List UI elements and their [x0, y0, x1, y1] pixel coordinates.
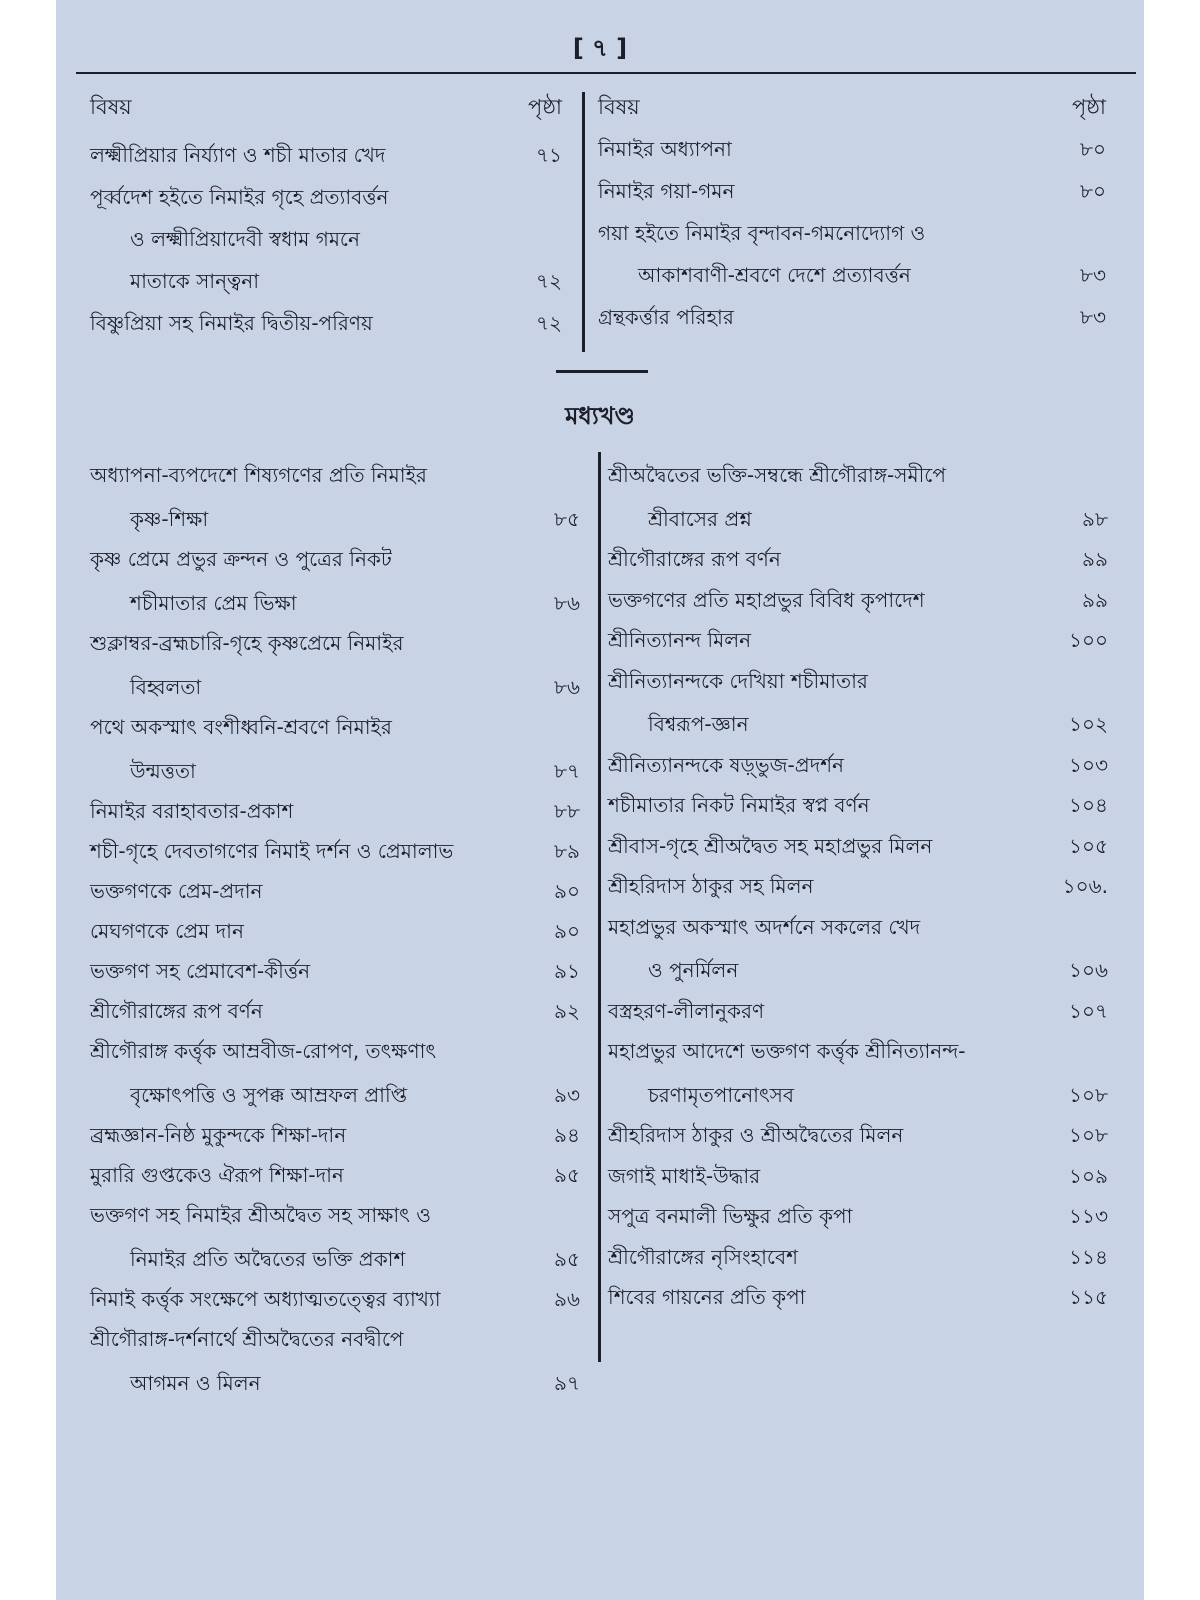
entry-page-number: ৯০ — [554, 919, 580, 943]
entry-page-number: ৮৯ — [554, 839, 580, 863]
toc-entry-continuation — [598, 260, 1106, 290]
entry-title: মেঘগণকে প্রেম দান — [90, 919, 244, 943]
toc-entry-continuation — [90, 504, 580, 534]
toc-entry — [608, 1161, 1108, 1191]
toc-entry — [90, 628, 580, 658]
section-title-madhyakhanda: মধ্যখণ্ড — [565, 402, 635, 430]
entry-title: নিমাই কর্ত্তৃক সংক্ষেপে অধ্যাত্মতত্ত্বের ব্যাখ্যা — [90, 1287, 441, 1311]
toc-entry — [608, 790, 1108, 820]
top-rule — [76, 72, 1136, 74]
entry-title: শচীমাতার নিকট নিমাইর স্বপ্ন বর্ণন — [608, 793, 870, 817]
entry-title: ভক্তগণ সহ নিমাইর শ্রীঅদ্বৈত সহ সাক্ষাৎ ও — [90, 1203, 431, 1227]
subject-heading: বিষয় — [598, 95, 640, 119]
entry-page-number: ৮৩ — [1080, 305, 1106, 329]
entry-title: শচীমাতার প্রেম ভিক্ষা — [130, 591, 297, 615]
entry-title: লক্ষ্মীপ্রিয়ার নির্য্যাণ ও শচী মাতার খেদ — [90, 143, 386, 167]
toc-entry — [598, 134, 1106, 164]
toc-entry — [608, 585, 1108, 615]
toc-entry — [90, 1160, 580, 1190]
entry-page-number: ৮৮ — [554, 799, 580, 823]
entry-page-number: ১১৩ — [1069, 1204, 1108, 1228]
toc-entry-continuation — [90, 266, 562, 296]
entry-page-number: ১০৬ — [1069, 958, 1108, 982]
toc-entry-continuation — [90, 224, 562, 254]
entry-title: গয়া হইতে নিমাইর বৃন্দাবন-গমনোদ্যোগ ও — [598, 221, 926, 245]
toc-entry — [90, 460, 580, 490]
entry-page-number: ৮৬ — [554, 675, 580, 699]
entry-page-number: ১০৭ — [1069, 998, 1108, 1023]
entry-page-number: ৯৭ — [554, 1371, 580, 1395]
top-right-heading — [598, 92, 1106, 122]
entry-title: শ্রীনিত্যানন্দ মিলন — [608, 628, 752, 652]
entry-title: শ্রীগৌরাঙ্গ কর্ত্তৃক আম্রবীজ-রোপণ, তৎক্ষণাৎ — [90, 1039, 437, 1063]
top-left-column — [90, 92, 562, 352]
entry-title: নিমাইর গয়া-গমন — [598, 179, 735, 203]
entry-page-number: ৯৫ — [554, 1247, 580, 1271]
entry-page-number: ৯২ — [554, 999, 580, 1023]
toc-entry — [608, 912, 1108, 942]
toc-entry — [90, 956, 580, 986]
entry-page-number: ৯১ — [554, 959, 580, 983]
toc-entry — [608, 831, 1108, 861]
toc-entry — [608, 750, 1108, 780]
entry-page-number: ১১৪ — [1069, 1244, 1108, 1269]
entry-title: শিবের গায়নের প্রতি কৃপা — [608, 1285, 806, 1309]
entry-title: ও লক্ষ্মীপ্রিয়াদেবী স্বধাম গমনে — [130, 227, 360, 251]
entry-title: ভক্তগণকে প্রেম-প্রদান — [90, 879, 263, 903]
toc-entry — [90, 140, 562, 170]
entry-title: বিষ্ণুপ্রিয়া সহ নিমাইর দ্বিতীয়-পরিণয় — [90, 311, 373, 335]
entry-title: ব্রহ্মজ্ঞান-নিষ্ঠ মুকুন্দকে শিক্ষা-দান — [90, 1123, 347, 1147]
toc-entry-continuation — [90, 1244, 580, 1274]
toc-entry-continuation — [90, 672, 580, 702]
entry-page-number: ১০৯ — [1069, 1163, 1108, 1188]
entry-title: উন্মত্ততা — [130, 759, 196, 783]
entry-title: গ্রন্থকর্ত্তার পরিহার — [598, 305, 734, 329]
entry-title: মহাপ্রভুর অকস্মাৎ অদর্শনে সকলের খেদ — [608, 914, 921, 939]
madhya-left-column — [90, 460, 580, 1395]
entry-page-number: ১০০ — [1069, 628, 1108, 652]
toc-entry — [608, 460, 1108, 490]
toc-entry-continuation — [90, 588, 580, 618]
toc-entry — [90, 836, 580, 866]
entry-title: বস্ত্রহরণ-লীলানুকরণ — [608, 998, 765, 1023]
toc-entry — [90, 996, 580, 1026]
entry-page-number: ৯৯ — [1082, 587, 1108, 612]
page-number: [ ৭ ] — [572, 34, 628, 62]
entry-title: শ্রীবাস-গৃহে শ্রীঅদ্বৈত সহ মহাপ্রভুর মিলন — [608, 833, 933, 858]
toc-entry — [608, 871, 1108, 901]
entry-title: মাতাকে সান্ত্বনা — [130, 269, 260, 293]
entry-page-number: ৯০ — [554, 879, 580, 903]
entry-title: অধ্যাপনা-ব্যপদেশে শিষ্যগণের প্রতি নিমাইর — [90, 463, 427, 487]
toc-entry — [608, 666, 1108, 696]
book-page — [56, 0, 1144, 1600]
toc-entry — [608, 1036, 1108, 1066]
entry-title: শ্রীগৌরাঙ্গের রূপ বর্ণন — [608, 547, 781, 571]
madhya-column-divider — [598, 452, 601, 1362]
entry-title: শচী-গৃহে দেবতাগণের নিমাই দর্শন ও প্রেমালাভ — [90, 839, 454, 863]
entry-page-number: ৮৭ — [554, 759, 580, 783]
entry-page-number: ১১৫ — [1069, 1285, 1108, 1309]
entry-page-number: ৯৯ — [1082, 547, 1108, 571]
entry-title: আগমন ও মিলন — [130, 1371, 261, 1395]
toc-entry — [598, 302, 1106, 332]
toc-entry-continuation — [608, 955, 1108, 985]
toc-entry — [608, 1120, 1108, 1150]
toc-entry — [90, 712, 580, 742]
entry-title: জগাই মাধাই-উদ্ধার — [608, 1163, 761, 1188]
toc-entry — [598, 218, 1106, 248]
entry-title: পূর্ব্বদেশ হইতে নিমাইর গৃহে প্রত্যাবর্ত্তন — [90, 185, 389, 209]
entry-page-number: ১০৮ — [1069, 1082, 1108, 1107]
entry-title: বৃক্ষোৎপত্তি ও সুপক্ক আম্রফল প্রাপ্তি — [130, 1083, 408, 1107]
entry-title: চরণামৃতপানোৎসব — [648, 1082, 794, 1107]
entry-title: শুক্লাম্বর-ব্রহ্মচারি-গৃহে কৃষ্ণপ্রেমে নিমাইর — [90, 631, 404, 655]
toc-entry-continuation — [608, 709, 1108, 739]
entry-title: আকাশবাণী-শ্রবণে দেশে প্রত্যাবর্ত্তন — [638, 263, 911, 287]
entry-page-number: ৮৩ — [1080, 263, 1106, 287]
entry-page-number: ১০৪ — [1069, 793, 1108, 817]
entry-title: শ্রীহরিদাস ঠাকুর সহ মিলন — [608, 874, 814, 898]
entry-page-number: ৮০ — [1080, 137, 1106, 161]
subject-heading: বিষয় — [90, 95, 132, 119]
entry-page-number: ৮৫ — [554, 507, 580, 531]
entry-title: শ্রীগৌরাঙ্গের নৃসিংহাবেশ — [608, 1244, 798, 1269]
entry-title: মহাপ্রভুর আদেশে ভক্তগণ কর্ত্তৃক শ্রীনিত্যানন্দ- — [608, 1039, 966, 1063]
entry-page-number: ৭১ — [536, 143, 562, 167]
toc-entry — [90, 544, 580, 574]
entry-title: পথে অকস্মাৎ বংশীধ্বনি-শ্রবণে নিমাইর — [90, 715, 392, 739]
entry-title: মুরারি গুপ্তকেও ঐরূপ শিক্ষা-দান — [90, 1163, 344, 1187]
entry-title: কৃষ্ণ-শিক্ষা — [130, 507, 209, 531]
entry-title: শ্রীগৌরাঙ্গ-দর্শনার্থে শ্রীঅদ্বৈতের নবদ্বীপে — [90, 1327, 404, 1351]
entry-title: শ্রীগৌরাঙ্গের রূপ বর্ণন — [90, 999, 263, 1023]
section-rule — [556, 370, 648, 373]
entry-title: শ্রীনিত্যানন্দকে ষড়্ভুজ-প্রদর্শন — [608, 752, 844, 777]
entry-title: নিমাইর বরাহাবতার-প্রকাশ — [90, 799, 294, 823]
entry-title: শ্রীঅদ্বৈতের ভক্তি-সম্বন্ধে শ্রীগৌরাঙ্গ-সমীপে — [608, 463, 946, 487]
entry-page-number: ১০৩ — [1069, 752, 1108, 777]
entry-page-number: ৮৬ — [554, 591, 580, 615]
toc-entry-continuation — [90, 1368, 580, 1398]
toc-entry — [90, 1284, 580, 1314]
toc-entry — [90, 1200, 580, 1230]
entry-title: ভক্তগণ সহ প্রেমাবেশ-কীর্ত্তন — [90, 959, 311, 983]
toc-entry — [90, 308, 562, 338]
entry-title: শ্রীনিত্যানন্দকে দেখিয়া শচীমাতার — [608, 668, 868, 693]
entry-title: নিমাইর অধ্যাপনা — [598, 137, 732, 161]
entry-page-number: ৭২ — [535, 311, 562, 335]
entry-title: বিহ্বলতা — [130, 675, 202, 699]
entry-page-number: ১০২ — [1069, 712, 1108, 736]
entry-title: শ্রীহরিদাস ঠাকুর ও শ্রীঅদ্বৈতের মিলন — [608, 1123, 904, 1147]
entry-title: শ্রীবাসের প্রশ্ন — [648, 506, 752, 531]
entry-page-number: ৭২ — [535, 269, 562, 293]
entry-page-number: ১০৬. — [1062, 874, 1108, 898]
page-heading: পৃষ্ঠা — [527, 95, 562, 119]
entry-page-number: ৯৩ — [554, 1083, 580, 1107]
page-heading: পৃষ্ঠা — [1071, 95, 1106, 119]
madhya-right-column — [608, 460, 1108, 1360]
entry-page-number: ৯৮ — [1082, 506, 1108, 531]
toc-entry — [608, 625, 1108, 655]
toc-entry — [608, 544, 1108, 574]
toc-entry — [608, 1201, 1108, 1231]
toc-entry — [90, 876, 580, 906]
entry-page-number: ৯৫ — [554, 1163, 580, 1187]
toc-entry-continuation — [608, 504, 1108, 534]
toc-entry-continuation — [90, 1080, 580, 1110]
top-right-column — [598, 92, 1106, 352]
toc-entry-continuation — [90, 756, 580, 786]
toc-entry — [90, 1120, 580, 1150]
toc-entry — [608, 1242, 1108, 1272]
top-left-heading — [90, 92, 562, 122]
entry-title: নিমাইর প্রতি অদ্বৈতের ভক্তি প্রকাশ — [130, 1247, 406, 1271]
entry-page-number: ৯৬ — [554, 1287, 580, 1311]
entry-page-number: ১০৫ — [1069, 833, 1108, 858]
entry-page-number: ১০৮ — [1069, 1123, 1108, 1147]
top-column-divider — [582, 92, 585, 352]
entry-title: বিশ্বরূপ-জ্ঞান — [648, 712, 749, 736]
toc-entry — [598, 176, 1106, 206]
toc-entry — [90, 916, 580, 946]
toc-entry — [608, 996, 1108, 1026]
entry-title: কৃষ্ণ প্রেমে প্রভুর ক্রন্দন ও পুত্রের নিকট — [90, 547, 392, 571]
toc-entry — [90, 1036, 580, 1066]
entry-page-number: ৯৪ — [554, 1123, 580, 1147]
toc-entry — [90, 1324, 580, 1354]
toc-entry-continuation — [608, 1080, 1108, 1110]
entry-title: ও পুনর্মিলন — [648, 958, 739, 982]
entry-title: ভক্তগণের প্রতি মহাপ্রভুর বিবিধ কৃপাদেশ — [608, 587, 925, 612]
toc-entry — [608, 1282, 1108, 1312]
toc-entry — [90, 182, 562, 212]
entry-title: সপুত্র বনমালী ভিক্ষুর প্রতি কৃপা — [608, 1204, 853, 1228]
entry-page-number: ৮০ — [1080, 179, 1106, 203]
toc-entry — [90, 796, 580, 826]
